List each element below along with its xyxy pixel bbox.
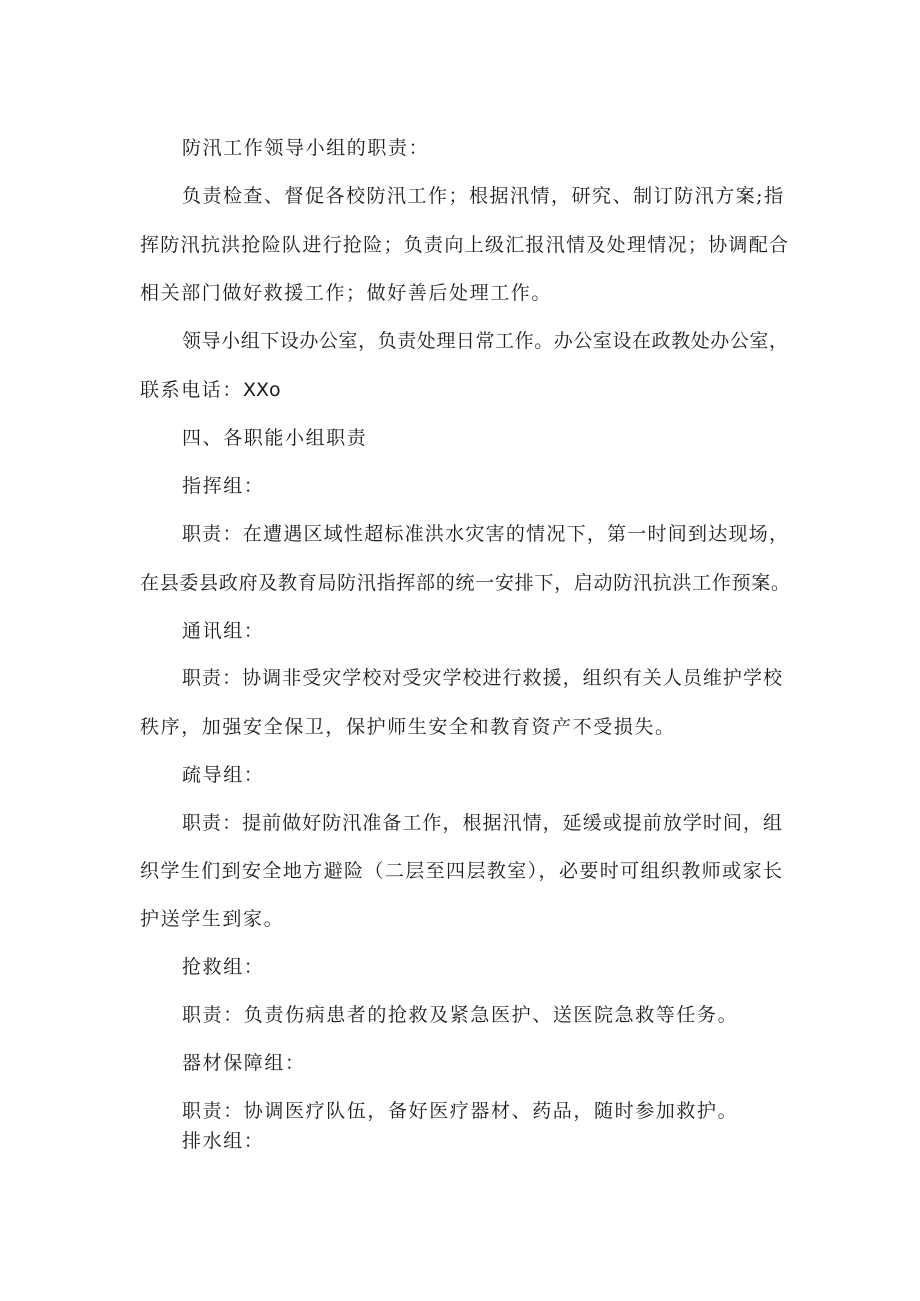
duties-paragraph-line: 相关部门做好救援工作；做好善后处理工作。 (140, 282, 553, 304)
evac-group-heading: 疏导组： (182, 764, 265, 786)
comm-duty-line: 职责：协调非受灾学校对受灾学校进行救援，组织有关人员维护学校 (182, 667, 782, 689)
evac-duty-line: 织学生们到安全地方避险（二层至四层教室），必要时可组织教师或家长 (140, 860, 782, 882)
equip-duty-line: 职责：协调医疗队伍，备好医疗器材、药品，随时参加救护。 (182, 1100, 739, 1122)
duties-paragraph-line: 负责检查、督促各校防汛工作；根据汛情，研究、制订防汛方案;指 (182, 185, 783, 207)
drain-group-heading: 排水组： (182, 1130, 265, 1152)
command-duty-line: 在县委县政府及教育局防汛指挥部的统一安排下，启动防汛抗洪工作预案。 (140, 572, 790, 594)
office-paragraph-line: 领导小组下设办公室，负责处理日常工作。办公室设在政教处办公室， (182, 330, 788, 352)
comm-duty-line: 秩序，加强安全保卫，保护师生安全和教育资产不受损失。 (140, 716, 676, 738)
rescue-group-heading: 抢救组： (182, 956, 265, 978)
comm-group-heading: 通讯组： (182, 620, 265, 642)
rescue-duty-line: 职责：负责伤病患者的抢救及紧急医护、送医院急救等任务。 (182, 1004, 739, 1026)
evac-duty-line: 护送学生到家。 (140, 908, 285, 930)
command-duty-line: 职责：在遭遇区域性超标准洪水灾害的情况下，第一时间到达现场， (182, 523, 788, 545)
equip-group-heading: 器材保障组： (182, 1052, 306, 1074)
evac-duty-line: 职责：提前做好防汛准备工作，根据汛情，延缓或提前放学时间，组 (182, 812, 782, 834)
heading-duties: 防汛工作领导小组的职责： (182, 137, 430, 159)
office-contact-label: 联系电话： (140, 379, 244, 401)
command-group-heading: 指挥组： (182, 475, 265, 497)
section-4-title: 四、各职能小组职责 (182, 427, 368, 449)
office-contact-value: XXo (243, 379, 281, 401)
duties-paragraph-line: 挥防汛抗洪抢险队进行抢险；负责向上级汇报汛情及处理情况；协调配合 (140, 234, 788, 256)
office-contact-line (140, 378, 281, 402)
